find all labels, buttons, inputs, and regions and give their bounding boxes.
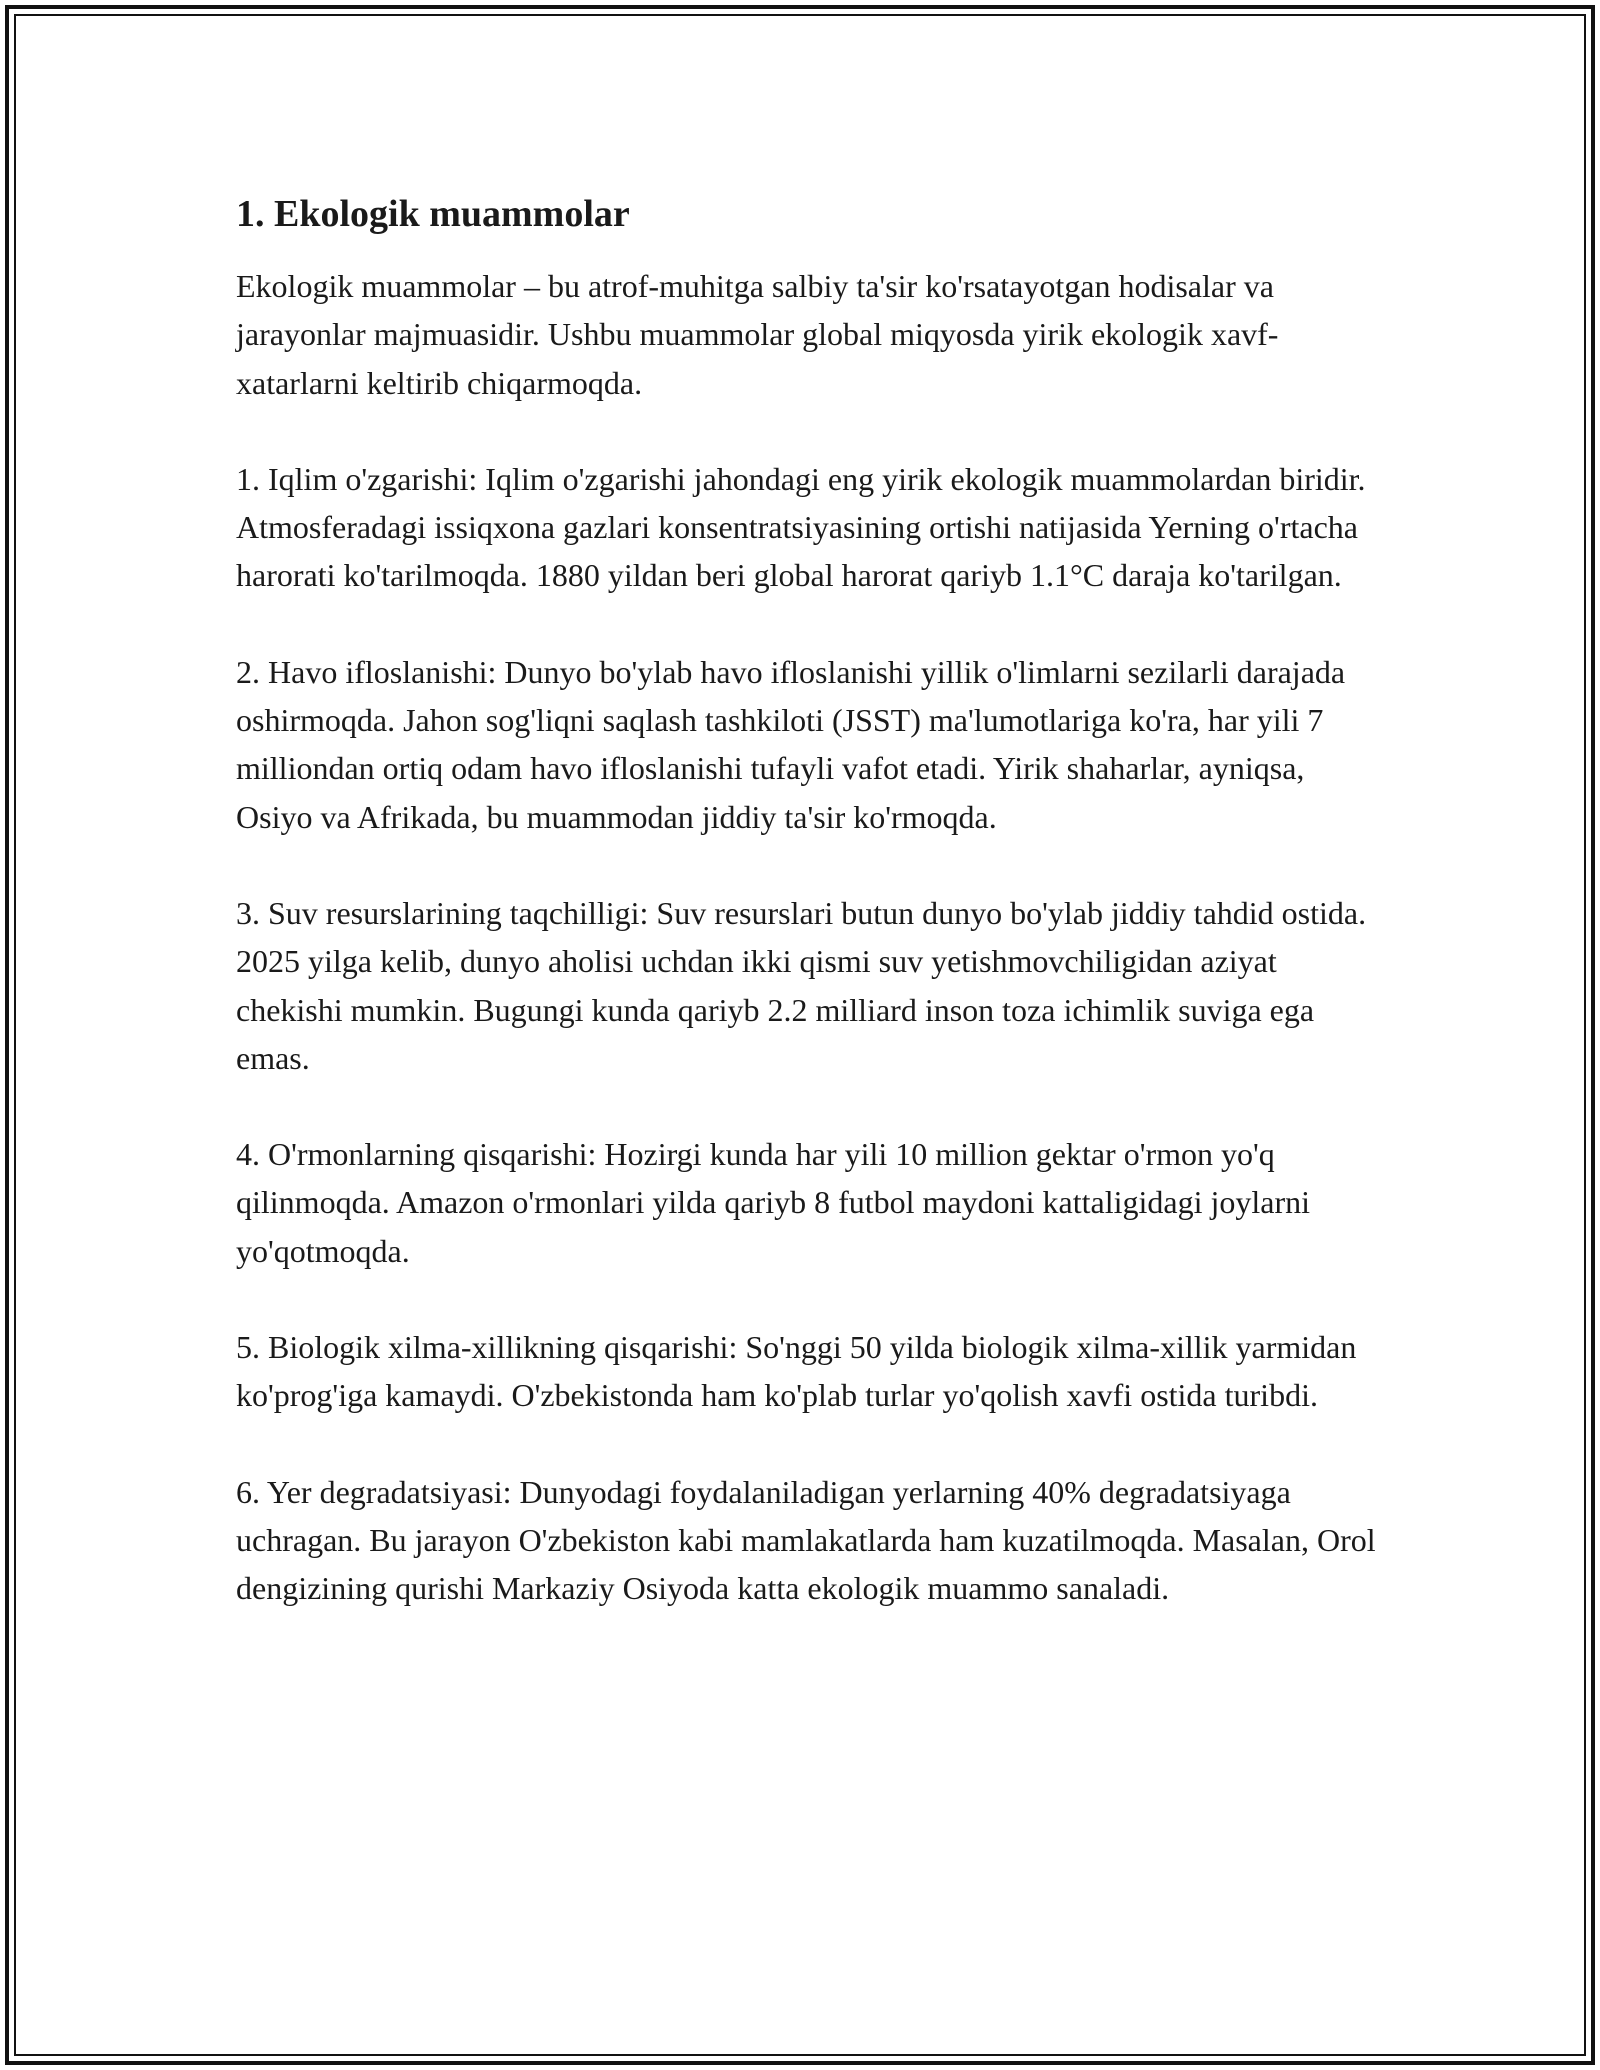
intro-paragraph: Ekologik muammolar – bu atrof-muhitga salbiy ta'sir ko'rsatayotgan hodisalar va jarayonlar majmuasidir. Ushbu muammolar global miqyosda yirik ekologik xavf-xatarlarni keltirib chiqarmoqda.	[236, 268, 1279, 401]
air-pollution-paragraph: 2. Havo ifloslanishi: Dunyo bo'ylab havo ifloslanishi yillik o'limlarni sezilarli darajada oshirmoqda. Jahon sog'liqni saqlash tashkiloti (JSST) ma'lumotlariga ko'ra, har yili 7 milliondan ortiq odam havo ifloslanishi tufayli vafot etadi. Yirik shaharlar, ayniqsa, Osiyo va Afrikada, bu muammodan jiddiy ta'sir ko'rmoqda.	[236, 653, 1346, 835]
document-body	[236, 186, 1386, 1613]
deforestation-paragraph: 4. O'rmonlarning qisqarishi: Hozirgi kunda har yili 10 million gektar o'rmon yo'q qilinmoqda. Amazon o'rmonlari yilda qariyb 8 futbol maydoni kattaligidagi joylarni yo'qotmoqda.	[236, 1136, 1310, 1269]
section-heading: 1. Ekologik muammolar	[236, 193, 630, 235]
land-degradation-paragraph: 6. Yer degradatsiyasi: Dunyodagi foydalaniladigan yerlarning 40% degradatsiyaga uchragan. Bu jarayon O'zbekiston kabi mamlakatlarda ham kuzatilmoqda. Masalan, Orol dengizining qurishi Markaziy Osiyoda katta ekologik muammo sanaladi.	[236, 1473, 1376, 1607]
water-scarcity-paragraph: 3. Suv resurslarining taqchilligi: Suv resurslari butun dunyo bo'ylab jiddiy tahdid ostida. 2025 yilga kelib, dunyo aholisi uchdan ikki qismi suv yetishmovchiligidan aziyat chekishi mumkin. Bugungi kunda qariyb 2.2 milliard inson toza ichimlik suviga ega emas.	[236, 894, 1367, 1076]
biodiversity-paragraph: 5. Biologik xilma-xillikning qisqarishi: So'nggi 50 yilda biologik xilma-xillik yarmidan ko'prog'iga kamaydi. O'zbekistonda ham ko'plab turlar yo'qolish xavfi ostida turibdi.	[236, 1329, 1357, 1414]
climate-change-paragraph: 1. Iqlim o'zgarishi: Iqlim o'zgarishi jahondagi eng yirik ekologik muammolardan biridir. Atmosferadagi issiqxona gazlari konsentratsiyasining ortishi natijasida Yerning o'rtacha harorati ko'tarilmoqda. 1880 yildan beri global harorat qariyb 1.1°C daraja ko'tarilgan.	[236, 460, 1366, 594]
